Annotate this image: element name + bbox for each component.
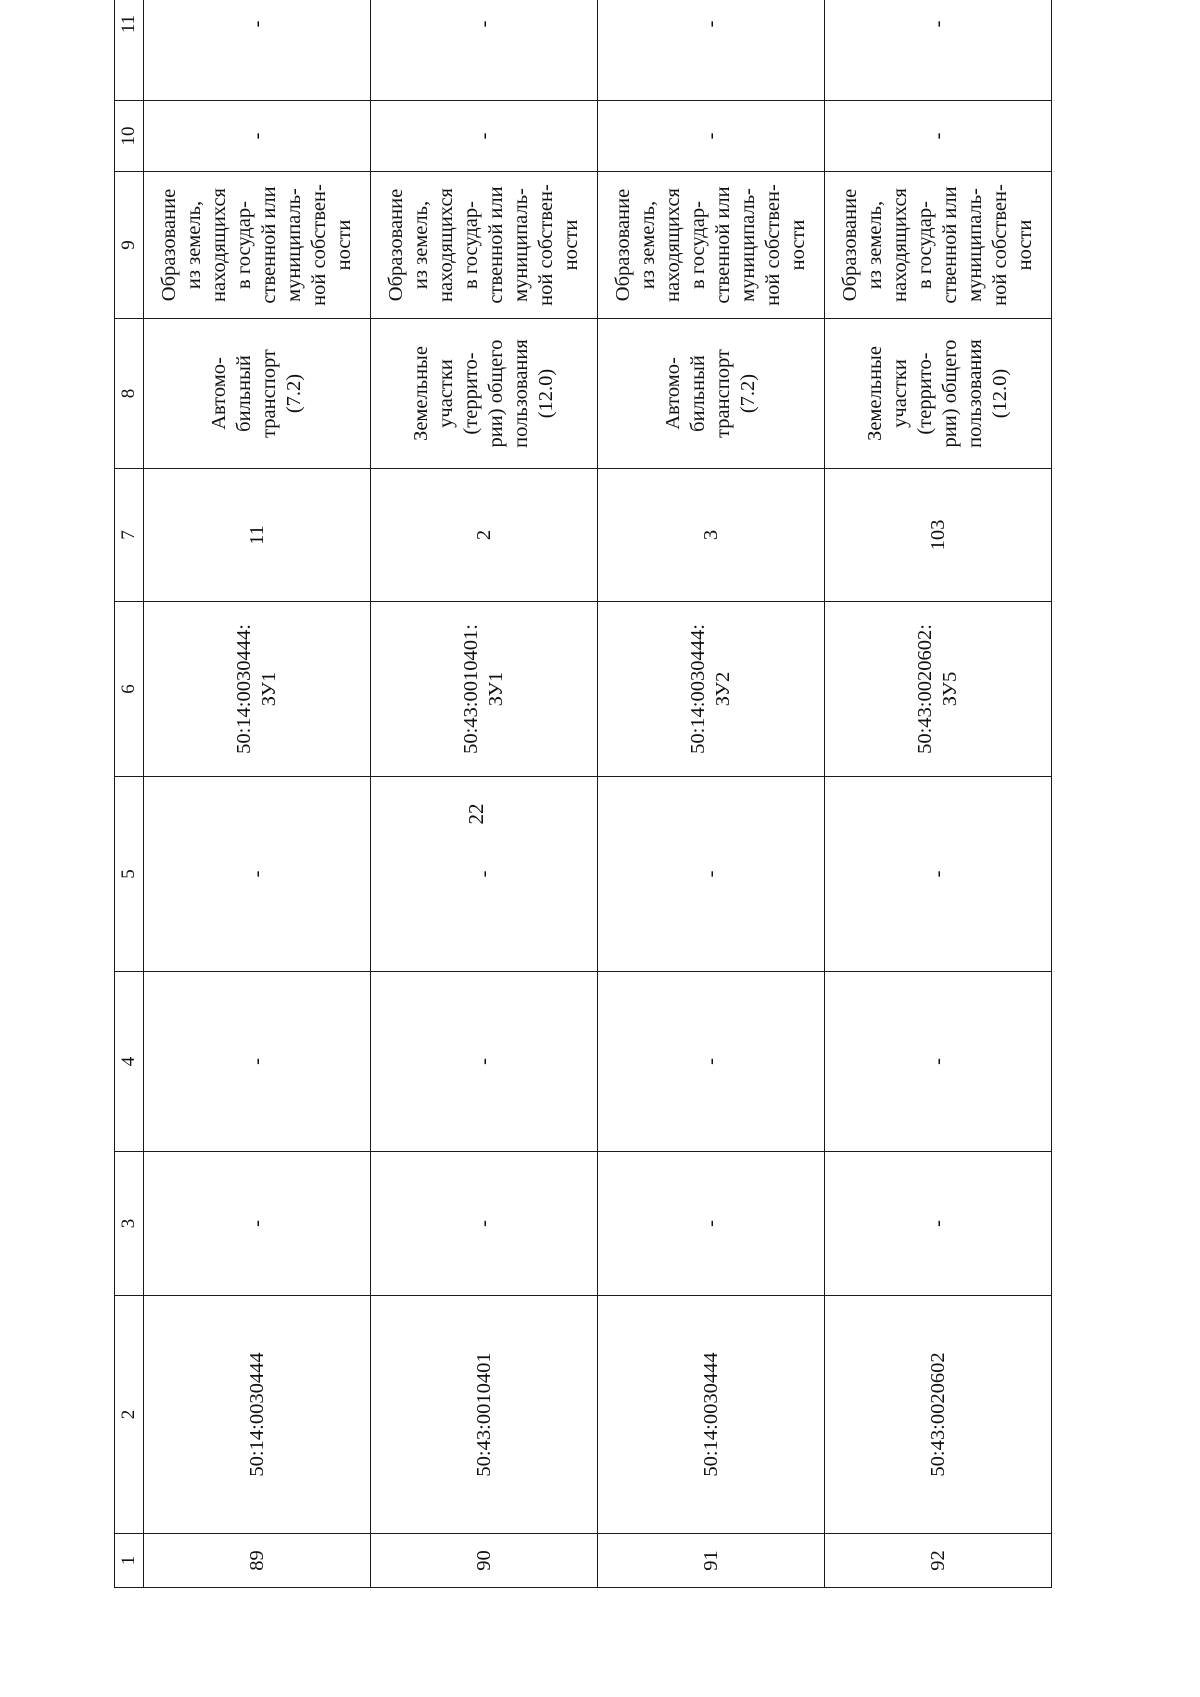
plot-designation: 50:43:0010401: ЗУ1	[371, 602, 598, 777]
table-row	[371, 0, 598, 1588]
formation-method: Образование из земель, находящихся в государ- ственной или муниципаль- ной собствен- ности	[825, 172, 1052, 319]
table-row	[144, 0, 371, 1588]
column-header: 2	[115, 1296, 144, 1534]
table-cell: -	[371, 1152, 598, 1296]
permitted-use: Автомо- бильный транспорт (7.2)	[144, 319, 371, 469]
table-cell: -	[598, 101, 825, 172]
table-cell: -	[371, 0, 598, 101]
column-header: 6	[115, 602, 144, 777]
column-header: 9	[115, 172, 144, 319]
table-cell: -	[825, 1152, 1052, 1296]
table-cell: -	[598, 0, 825, 101]
page-number: 22	[464, 803, 488, 825]
plot-area: 11	[144, 469, 371, 602]
table-cell: -	[144, 777, 371, 972]
cadastral-quarter: 50:43:0020602	[825, 1296, 1052, 1534]
column-header: 5	[115, 777, 144, 972]
plot-designation: 50:43:0020602: ЗУ5	[825, 602, 1052, 777]
table-cell: -	[371, 972, 598, 1152]
column-header: 3	[115, 1152, 144, 1296]
plot-area: 2	[371, 469, 598, 602]
column-header: 7	[115, 469, 144, 602]
table-cell: -	[144, 972, 371, 1152]
table-cell: -	[598, 1152, 825, 1296]
formation-method: Образование из земель, находящихся в государ- ственной или муниципаль- ной собствен- ности	[598, 172, 825, 319]
cadastral-quarter: 50:43:0010401	[371, 1296, 598, 1534]
cadastral-quarter: 50:14:0030444	[144, 1296, 371, 1534]
permitted-use: Автомо- бильный транспорт (7.2)	[598, 319, 825, 469]
plot-designation: 50:14:0030444: ЗУ2	[598, 602, 825, 777]
rotated-table-container	[114, 14, 1052, 1588]
table-row	[598, 0, 825, 1588]
column-header: 8	[115, 319, 144, 469]
plot-area: 3	[598, 469, 825, 602]
column-number-row	[115, 0, 144, 1588]
table-cell: -	[144, 101, 371, 172]
column-header: 11	[115, 0, 144, 101]
permitted-use: Земельные участки (террито- рии) общего пользования (12.0)	[825, 319, 1052, 469]
land-plots-table	[114, 0, 1052, 1588]
cadastral-quarter: 50:14:0030444	[598, 1296, 825, 1534]
plot-designation: 50:14:0030444: ЗУ1	[144, 602, 371, 777]
plot-area: 103	[825, 469, 1052, 602]
table-cell: -	[598, 972, 825, 1152]
table-cell: -	[825, 0, 1052, 101]
table-cell: -	[825, 972, 1052, 1152]
table-cell: -	[144, 1152, 371, 1296]
permitted-use: Земельные участки (террито- рии) общего пользования (12.0)	[371, 319, 598, 469]
table-row	[825, 0, 1052, 1588]
formation-method: Образование из земель, находящихся в государ- ственной или муниципаль- ной собствен- ности	[144, 172, 371, 319]
table-cell: -	[371, 777, 598, 972]
table-cell: -	[371, 101, 598, 172]
table-cell: -	[598, 777, 825, 972]
formation-method: Образование из земель, находящихся в государ- ственной или муниципаль- ной собствен- ности	[371, 172, 598, 319]
row-number: 92	[825, 1534, 1052, 1588]
table-cell: -	[825, 101, 1052, 172]
row-number: 90	[371, 1534, 598, 1588]
table-cell: -	[825, 777, 1052, 972]
table-cell: -	[144, 0, 371, 101]
column-header: 1	[115, 1534, 144, 1588]
row-number: 89	[144, 1534, 371, 1588]
column-header: 4	[115, 972, 144, 1152]
column-header: 10	[115, 101, 144, 172]
row-number: 91	[598, 1534, 825, 1588]
